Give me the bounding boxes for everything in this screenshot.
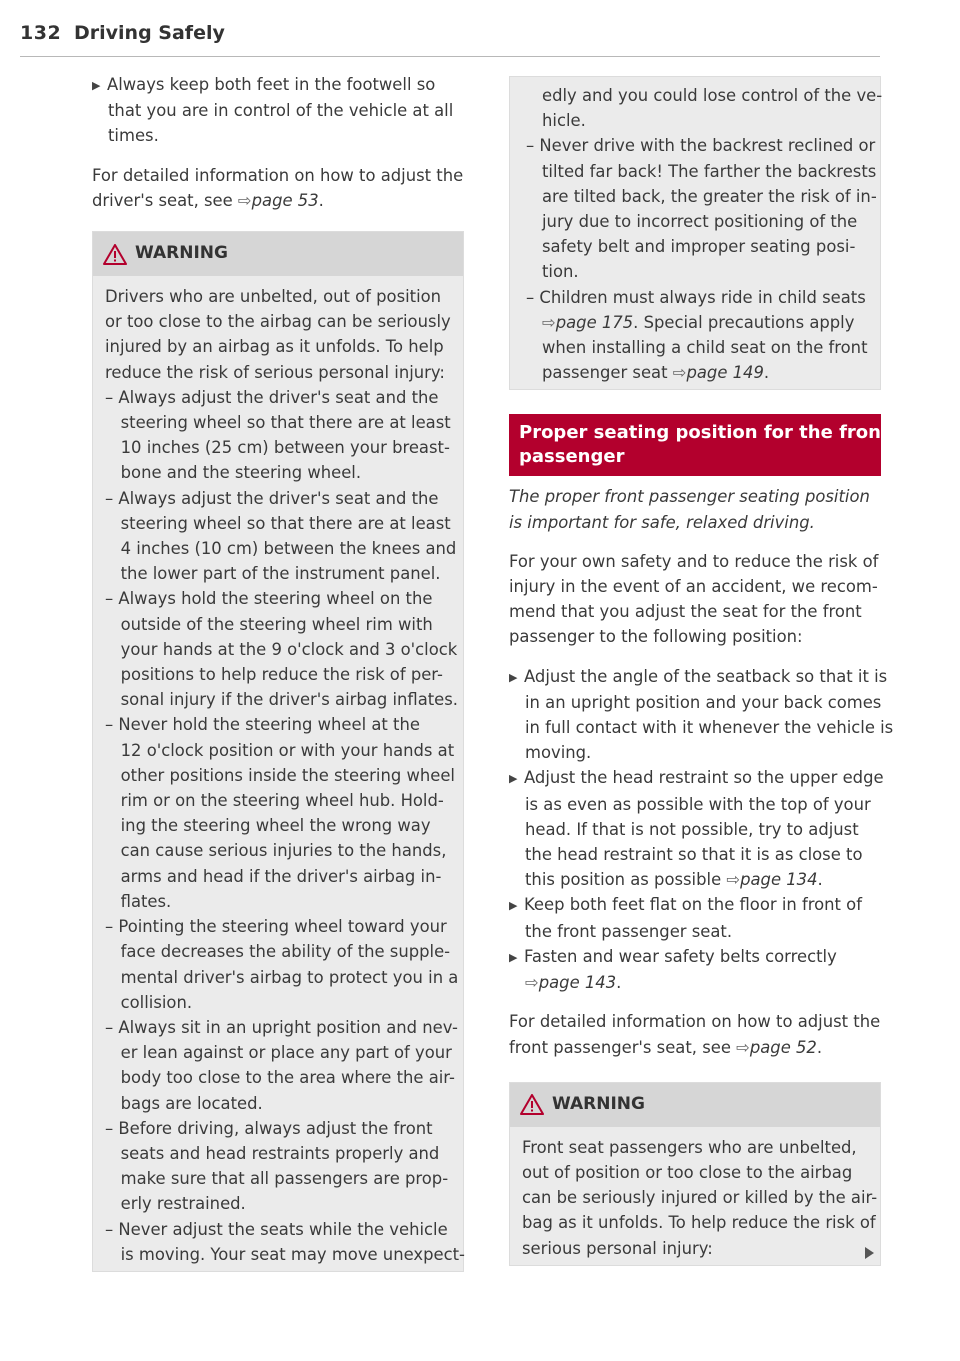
warning-line: bone and the steering wheel. xyxy=(105,463,362,483)
paragraph-line: For your own safety and to reduce the risk of xyxy=(509,551,879,571)
warning-line: rim or on the steering wheel hub. Hold- xyxy=(105,791,444,811)
list-line: head. If that is not possible, try to adjust xyxy=(525,819,859,839)
warning-line: erly restrained. xyxy=(105,1194,246,1214)
warning-line: arms and head if the driver's airbag in- xyxy=(105,866,442,886)
section-subtitle xyxy=(509,484,881,534)
page-number: 132 xyxy=(20,22,62,44)
warning-line: – Never hold the steering wheel at the xyxy=(105,715,420,735)
subtitle-line: is important for safe, relaxed driving. xyxy=(509,512,815,532)
page-ref-arrow-icon: ⇨ xyxy=(525,973,539,993)
warning-line: jury due to incorrect positioning of the xyxy=(542,212,858,232)
page-ref-arrow-icon: ⇨ xyxy=(237,190,252,210)
list-line: in an upright position and your back comes xyxy=(525,692,882,712)
warning-line: flates. xyxy=(105,891,172,911)
list-line: Adjust the head restraint so the upper edge xyxy=(524,768,884,788)
punctuation: . xyxy=(816,1037,823,1057)
list-line: in full contact with it whenever the vehicle is xyxy=(525,718,894,738)
instruction-list xyxy=(509,664,894,996)
bullet-triangle-icon: ▶ xyxy=(509,772,518,786)
list-line: this position as possible xyxy=(525,870,727,890)
intro-bullet xyxy=(92,72,464,149)
page-ref-arrow-icon: ⇨ xyxy=(726,870,741,890)
page-ref-arrow-icon: ⇨ xyxy=(736,1037,750,1057)
warning-line: or too close to the airbag can be seriously xyxy=(105,312,451,332)
warning-line: tion. xyxy=(542,262,579,282)
warning-line: – Always hold the steering wheel on the xyxy=(105,589,433,609)
warning-line: – Never drive with the backrest reclined or xyxy=(526,136,876,156)
paragraph-line: injury in the event of an accident, we recom- xyxy=(509,577,878,597)
warning-line: are tilted back, the greater the risk of in- xyxy=(542,186,877,206)
warning-line: Front seat passengers who are unbelted, xyxy=(522,1137,857,1157)
warning-line: reduce the risk of serious personal injury: xyxy=(105,362,445,382)
warning-line: 12 o'clock position or with your hands at xyxy=(105,740,455,760)
intro-line: Always keep both feet in the footwell so xyxy=(107,75,436,94)
warning-line: Drivers who are unbelted, out of position xyxy=(105,287,442,307)
warning-line: . Special precautions apply xyxy=(633,312,855,332)
warning-line: bags are located. xyxy=(105,1093,263,1113)
warning-title: WARNING xyxy=(135,243,228,264)
warning-box xyxy=(92,231,464,1272)
warning-line: seats and head restraints properly and xyxy=(105,1143,440,1163)
page-reference-link[interactable]: page 149 xyxy=(686,363,764,383)
list-item xyxy=(509,765,884,892)
warning-line: edly and you could lose control of the ve- xyxy=(542,86,883,105)
page-reference-link[interactable]: page 143 xyxy=(538,973,617,993)
warning-line: – Always adjust the driver's seat and the xyxy=(105,488,439,508)
section-heading-line: passenger xyxy=(519,446,625,468)
continue-arrow-icon xyxy=(865,1247,874,1259)
warning-line: when installing a child seat on the front xyxy=(542,338,868,358)
warning-line: ing the steering wheel the wrong way xyxy=(105,816,431,836)
page-ref-arrow-icon: ⇨ xyxy=(672,363,687,383)
section-heading-line: Proper seating position for the front xyxy=(519,422,890,444)
warning-line: other positions inside the steering wheel xyxy=(105,765,455,785)
punctuation: . xyxy=(616,973,622,993)
warning-continuation-box xyxy=(509,76,881,390)
list-line: the head restraint so that it is as close to xyxy=(525,845,863,865)
warning-line: is moving. Your seat may move unexpect- xyxy=(105,1244,465,1264)
list-line: Adjust the angle of the seatback so that it is xyxy=(524,666,888,686)
warning-body xyxy=(510,1127,880,1265)
right-column xyxy=(509,76,894,1266)
punctuation: . xyxy=(318,190,324,210)
warning-line: – Always adjust the driver's seat and the xyxy=(105,387,439,407)
list-line: the front passenger seat. xyxy=(525,921,733,941)
warning-line: tilted far back! The farther the backrests xyxy=(542,161,877,181)
warning-line: er lean against or place any part of your xyxy=(105,1043,452,1063)
detail-line: driver's seat, see xyxy=(92,190,238,210)
list-line: moving. xyxy=(525,743,592,763)
list-line: Fasten and wear safety belts correctly xyxy=(524,946,837,966)
page-ref-arrow-icon: ⇨ xyxy=(542,312,556,332)
warning-line: 4 inches (10 cm) between the knees and xyxy=(105,539,457,559)
list-item xyxy=(509,664,894,766)
list-item xyxy=(509,944,881,995)
left-column xyxy=(92,72,464,1272)
list-line: Keep both feet flat on the floor in front of xyxy=(524,895,862,915)
warning-line: steering wheel so that there are at least xyxy=(105,413,451,433)
warning-header xyxy=(93,232,463,276)
subtitle-line: The proper front passenger seating position xyxy=(509,487,870,507)
warning-line: make sure that all passengers are prop- xyxy=(105,1169,449,1189)
intro-paragraph xyxy=(509,549,881,650)
punctuation: . xyxy=(763,363,770,383)
warning-line: can cause serious injuries to the hands, xyxy=(105,841,447,861)
paragraph-line: passenger to the following position: xyxy=(509,627,803,647)
warning-line: steering wheel so that there are at least xyxy=(105,513,451,533)
warning-line: serious personal injury: xyxy=(522,1238,713,1258)
detail-paragraph xyxy=(509,1009,881,1059)
warning-line: – Before driving, always adjust the front xyxy=(105,1118,433,1138)
bullet-triangle-icon: ▶ xyxy=(509,950,518,964)
warning-line: sonal injury if the driver's airbag inflates. xyxy=(105,690,459,710)
warning-box xyxy=(509,1082,881,1266)
intro-line: that you are in control of the vehicle at all xyxy=(108,101,454,121)
warning-triangle-icon xyxy=(520,1094,544,1115)
detail-line: For detailed information on how to adjust the xyxy=(509,1012,881,1032)
list-line: is as even as possible with the top of your xyxy=(525,794,871,814)
warning-line: – Pointing the steering wheel toward your xyxy=(105,917,447,937)
warning-body xyxy=(93,276,463,1271)
chapter-title: Driving Safely xyxy=(74,22,225,44)
bullet-triangle-icon: ▶ xyxy=(509,899,518,913)
warning-line: your hands at the 9 o'clock and 3 o'clock xyxy=(105,639,458,659)
page-header xyxy=(20,22,880,57)
warning-line: safety belt and improper seating posi- xyxy=(542,237,856,257)
section-heading xyxy=(509,414,890,476)
warning-line: mental driver's airbag to protect you in a xyxy=(105,967,459,987)
punctuation: . xyxy=(817,870,823,890)
warning-line: positions to help reduce the risk of per- xyxy=(105,665,443,685)
detail-line: front passenger's seat, see xyxy=(509,1037,737,1057)
warning-line: outside of the steering wheel rim with xyxy=(105,614,433,634)
bullet-triangle-icon: ▶ xyxy=(92,79,101,92)
list-item xyxy=(509,892,881,943)
warning-line: injured by an airbag as it unfolds. To help xyxy=(105,337,444,357)
warning-title: WARNING xyxy=(552,1094,645,1115)
page-reference-link[interactable]: page 175 xyxy=(555,312,634,332)
detail-line: For detailed information on how to adjust the xyxy=(92,165,464,185)
warning-line: – Always sit in an upright position and nev- xyxy=(105,1017,458,1037)
warning-line: passenger seat xyxy=(542,363,673,383)
warning-line: – Never adjust the seats while the vehicle xyxy=(105,1219,448,1239)
warning-line: 10 inches (25 cm) between your breast- xyxy=(105,438,450,458)
warning-line: – Children must always ride in child seats xyxy=(526,287,866,307)
page-reference-link[interactable]: page 53 xyxy=(251,190,319,210)
paragraph-line: mend that you adjust the seat for the front xyxy=(509,602,862,622)
detail-paragraph xyxy=(92,163,464,213)
warning-line: hicle. xyxy=(542,111,586,131)
warning-triangle-icon xyxy=(103,244,127,265)
intro-line: times. xyxy=(108,126,159,146)
warning-continuation-body xyxy=(510,77,883,389)
warning-line: bag as it unfolds. To help reduce the risk of xyxy=(522,1213,876,1233)
page-reference-link[interactable]: page 52 xyxy=(749,1037,817,1057)
page-reference-link[interactable]: page 134 xyxy=(740,870,818,890)
warning-line: the lower part of the instrument panel. xyxy=(105,564,441,584)
warning-line: can be seriously injured or killed by the air- xyxy=(522,1188,878,1208)
warning-line: face decreases the ability of the supple- xyxy=(105,942,451,962)
warning-line: out of position or too close to the airbag xyxy=(522,1162,853,1182)
warning-line: body too close to the area where the air- xyxy=(105,1068,455,1088)
warning-line: collision. xyxy=(105,992,193,1012)
warning-header xyxy=(510,1083,880,1127)
bullet-triangle-icon: ▶ xyxy=(509,670,518,684)
